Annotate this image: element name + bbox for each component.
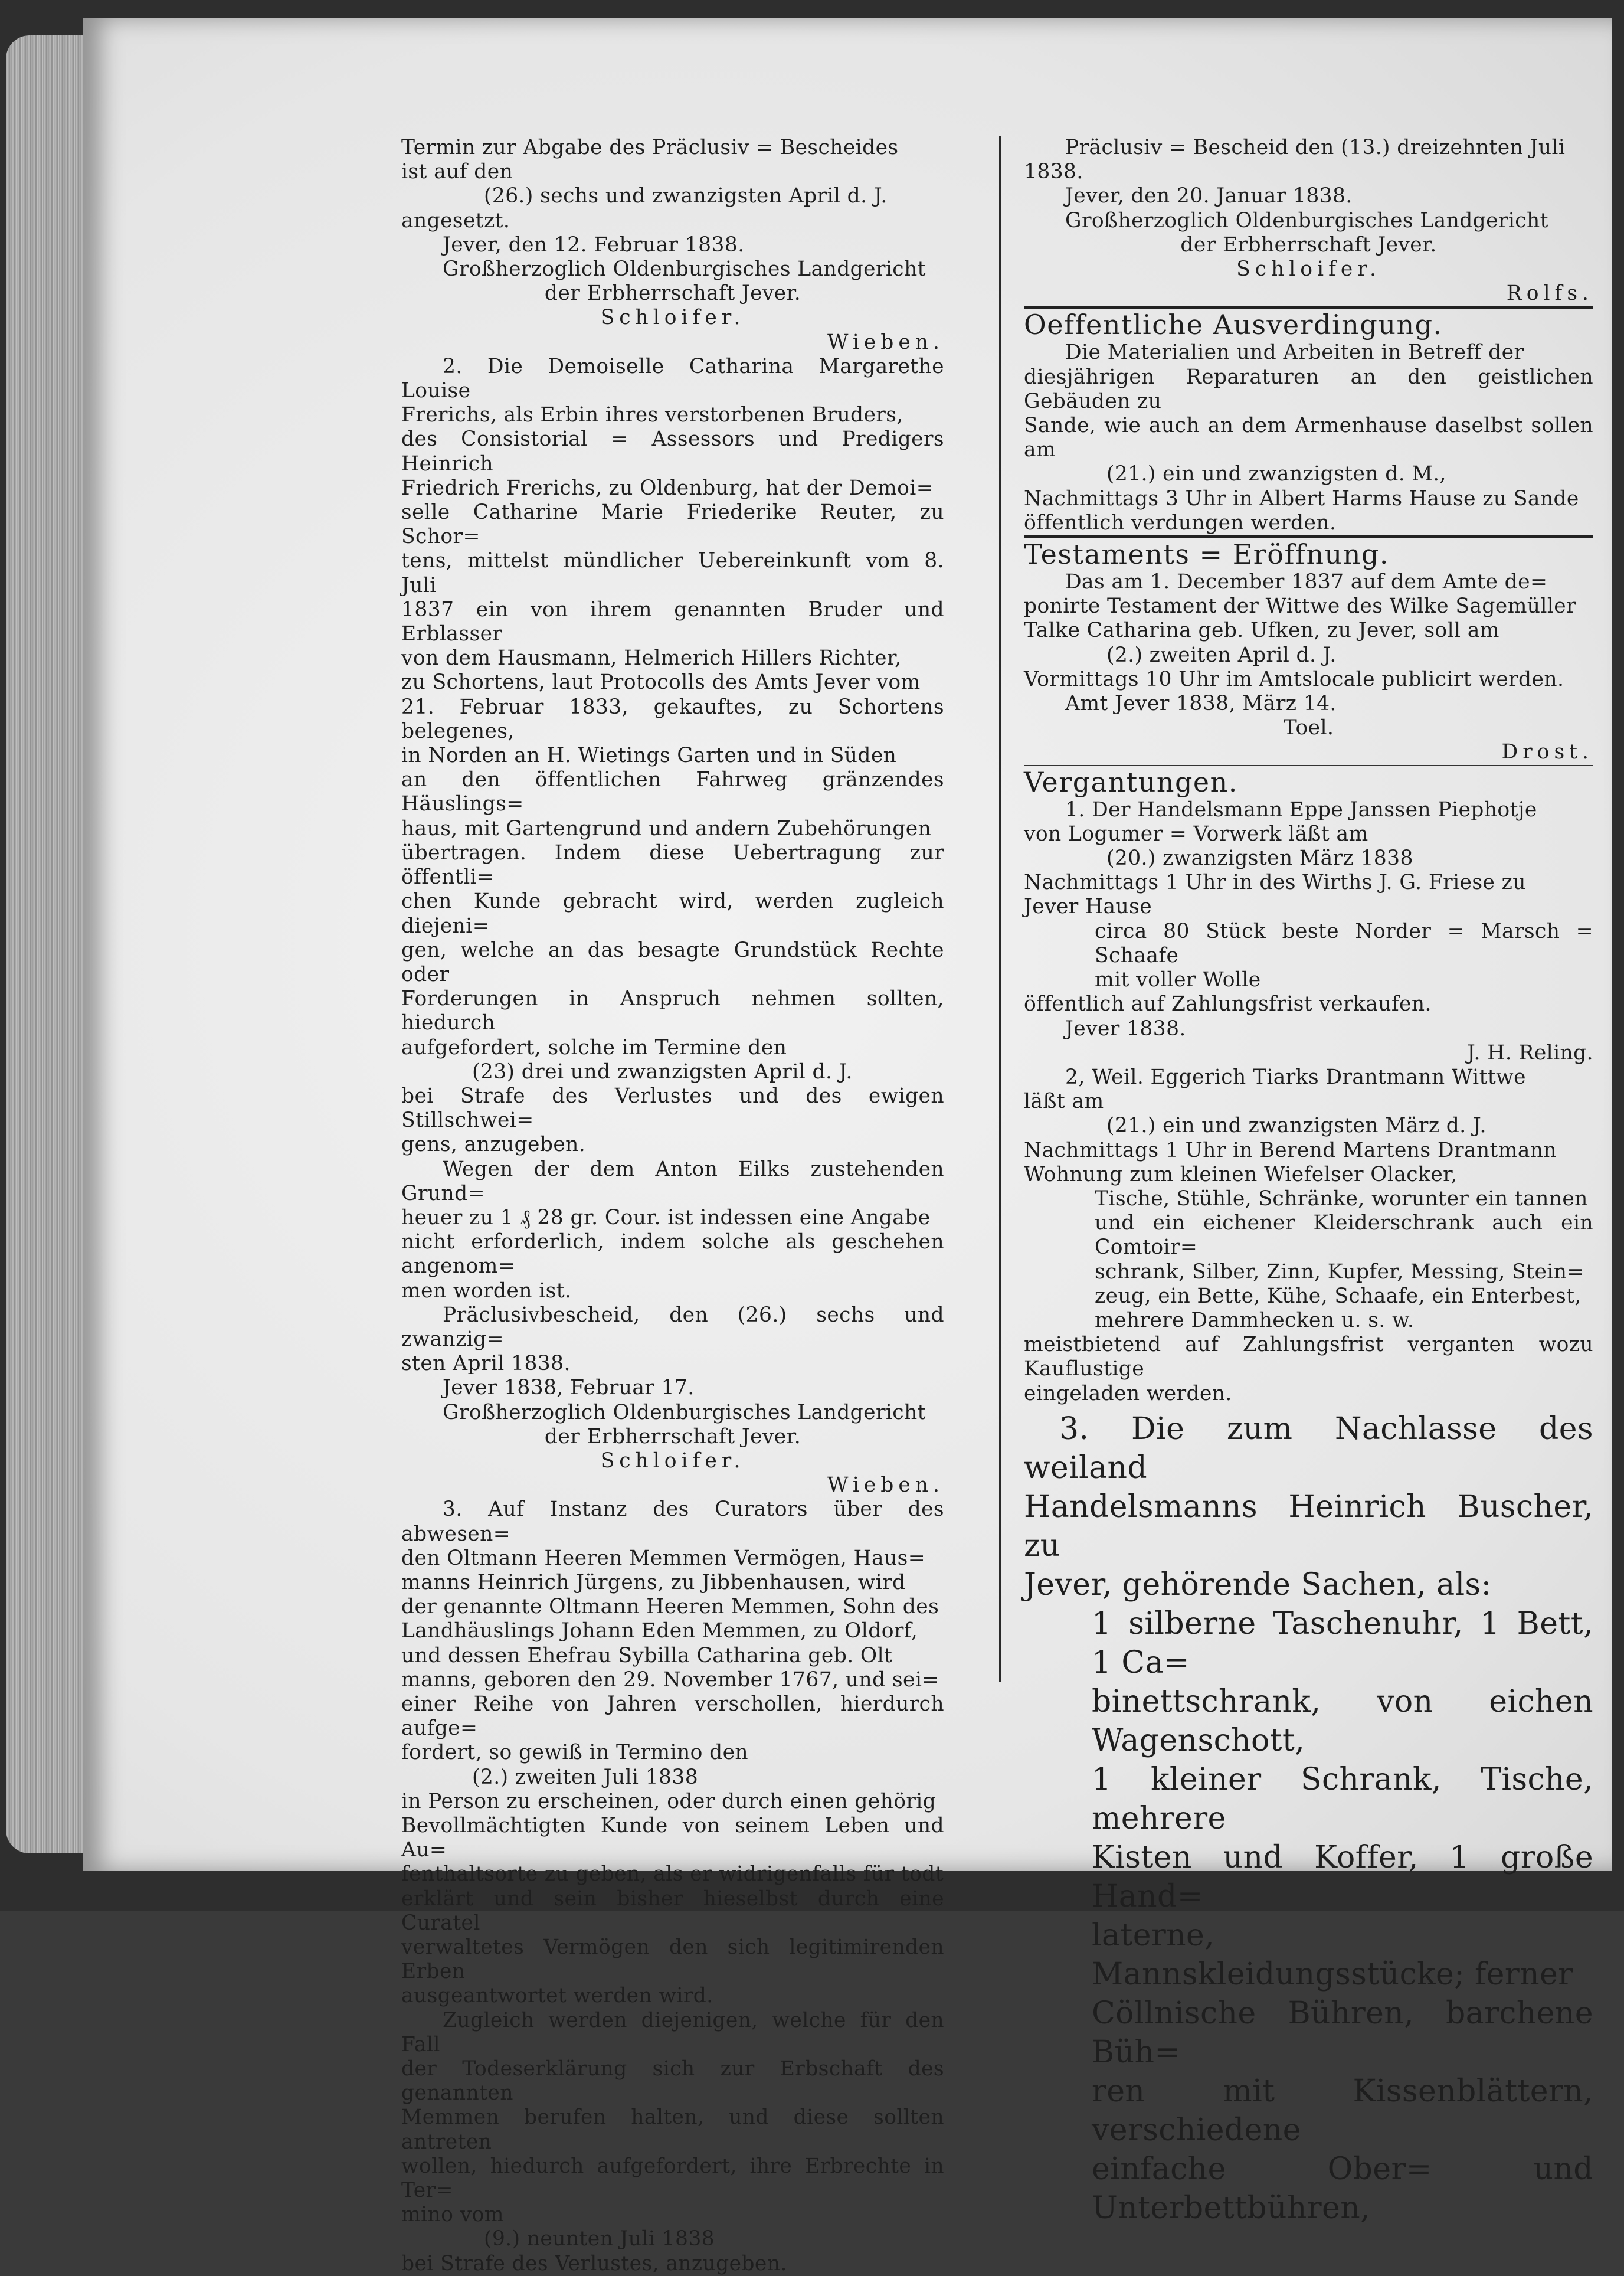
text-line: Präclusiv = Bescheid den (13.) dreizehnten Juli xyxy=(1065,136,1566,159)
right-column xyxy=(1024,136,1593,2228)
text-line: heuer zu 1 ₰ 28 gr. Cour. ist indessen eine Angabe xyxy=(401,1205,931,1229)
text-line: Sande, wie auch an dem Armenhause daselbst sollen am xyxy=(1024,414,1593,462)
text-line: 1837 ein von ihrem genannten Bruder und Erblasser xyxy=(401,597,944,646)
text-line: Wieben. xyxy=(827,330,944,354)
large-text-line: laterne, Mannskleidungsstücke; ferner xyxy=(1092,1917,1573,1992)
text-line: Frerichs, als Erbin ihres verstorbenen Bruders, xyxy=(401,403,903,427)
text-line: Jever, den 20. Januar 1838. xyxy=(1065,184,1353,208)
text-line: in Norden an H. Wietings Garten und in Süden xyxy=(401,744,897,768)
text-line: von Logumer = Vorwerk läßt am xyxy=(1024,822,1368,846)
text-line: Wohnung zum kleinen Wiefelser Olacker, xyxy=(1024,1162,1458,1186)
text-line: Nachmittags 1 Uhr in des Wirths J. G. Friese zu xyxy=(1024,871,1526,895)
text-line: bei Strafe des Verlustes, anzugeben. xyxy=(401,2251,787,2275)
text-line: chen Kunde gebracht wird, werden zugleich diejeni= xyxy=(401,890,944,938)
text-line: an den öffentlichen Fahrweg gränzendes Häuslings= xyxy=(401,768,944,816)
text-line: Landhäuslings Johann Eden Memmen, zu Oldorf, xyxy=(401,1619,918,1643)
text-line: (2.) zweiten April d. J. xyxy=(1106,643,1337,667)
text-line: Jever Hause xyxy=(1024,895,1152,919)
section-heading: Vergantungen. xyxy=(1024,766,1238,798)
left-column xyxy=(401,136,944,2276)
text-line: gens, anzugeben. xyxy=(401,1133,586,1157)
text-line: Großherzoglich Oldenburgisches Landgericht xyxy=(443,1400,926,1424)
text-line: Das am 1. December 1837 auf dem Amte de= xyxy=(1065,570,1548,594)
text-line: 2. Die Demoiselle Catharina Margarethe Louise xyxy=(401,354,944,403)
text-line: fordert, so gewiß in Termino den xyxy=(401,1741,749,1765)
text-line: verwaltetes Vermögen den sich legitimirenden Erben xyxy=(401,1935,944,1984)
text-line: und ein eichener Kleiderschrank auch ein Comtoir= xyxy=(1095,1211,1593,1260)
text-line: (21.) ein und zwanzigsten März d. J. xyxy=(1106,1114,1487,1138)
text-line: Jever 1838, Februar 17. xyxy=(443,1376,695,1400)
text-line: circa 80 Stück beste Norder = Marsch = Schaafe xyxy=(1095,919,1593,967)
text-line: des Consistorial = Assessors und Predigers Heinrich xyxy=(401,427,944,476)
large-text-line: 1 kleiner Schrank, Tische, mehrere xyxy=(1092,1761,1593,1836)
text-line: (20.) zwanzigsten März 1838 xyxy=(1106,846,1413,871)
text-line: diesjährigen Reparaturen an den geistlichen Gebäuden zu xyxy=(1024,365,1593,413)
text-line: Rolfs. xyxy=(1506,282,1593,306)
text-line: 2, Weil. Eggerich Tiarks Drantmann Wittwe xyxy=(1065,1065,1526,1089)
text-line: der Erbherrschaft Jever. xyxy=(1180,233,1437,257)
text-line: bei Strafe des Verlustes und des ewigen Stillschwei= xyxy=(401,1084,944,1133)
text-line: mino vom xyxy=(401,2203,504,2227)
text-line: Wieben. xyxy=(827,1473,944,1497)
column-divider xyxy=(999,136,1001,1682)
large-text-line: Jever, gehörende Sachen, als: xyxy=(1024,1567,1492,1603)
text-line: Schloifer. xyxy=(1236,257,1381,282)
section-heading: Oeffentliche Ausverdingung. xyxy=(1024,309,1443,341)
text-line: Drost. xyxy=(1501,740,1593,764)
text-line: (21.) ein und zwanzigsten d. M., xyxy=(1106,462,1446,486)
text-line: selle Catharine Marie Friederike Reuter, zu Schor= xyxy=(401,501,944,549)
text-line: übertragen. Indem diese Uebertragung zur öffentli= xyxy=(401,841,944,890)
text-line: der Erbherrschaft Jever. xyxy=(544,1424,801,1448)
text-line: läßt am xyxy=(1024,1090,1104,1114)
text-line: mit voller Wolle xyxy=(1095,968,1261,992)
text-line: fenthaltsorte zu geben, als er widrigenfalls für todt xyxy=(401,1862,944,1886)
text-line: Zugleich werden diejenigen, welche für den Fall xyxy=(401,2008,944,2056)
text-line: men worden ist. xyxy=(401,1278,572,1303)
text-line: Nachmittags 3 Uhr in Albert Harms Hause zu Sande xyxy=(1024,486,1579,511)
large-text-line: 1 silberne Taschenuhr, 1 Bett, 1 Ca= xyxy=(1092,1605,1593,1680)
auction-item-3-block xyxy=(1024,1410,1593,2228)
text-line: wollen, hiedurch aufgefordert, ihre Erbrechte in Ter= xyxy=(401,2154,944,2203)
text-line: (2.) zweiten Juli 1838 xyxy=(472,1765,699,1789)
text-line: Großherzoglich Oldenburgisches Landgericht xyxy=(1065,208,1548,233)
large-text-line: einfache Ober= und Unterbettbühren, xyxy=(1092,2151,1593,2226)
text-line: ist auf den xyxy=(401,160,513,184)
text-line: in Person zu erscheinen, oder durch einen gehörig xyxy=(401,1789,937,1813)
text-line: mehrere Dammhecken u. s. w. xyxy=(1095,1308,1415,1332)
large-text-line: 3. Die zum Nachlasse des weiland xyxy=(1024,1411,1593,1486)
text-line: erklärt und sein bisher hieselbst durch eine Curatel xyxy=(401,1886,944,1935)
text-line: Memmen berufen halten, und diese sollten antreten xyxy=(401,2105,944,2154)
text-line: öffentlich auf Zahlungsfrist verkaufen. xyxy=(1024,992,1432,1016)
text-line: 3. Auf Instanz des Curators über des abwesen= xyxy=(401,1497,944,1546)
text-line: ausgeantwortet werden wird. xyxy=(401,1984,713,2008)
large-text-line: binettschrank, von eichen Wagenschott, xyxy=(1092,1683,1593,1758)
text-line: eingeladen werden. xyxy=(1024,1381,1232,1405)
text-line: Termin zur Abgabe des Präclusiv = Bescheides xyxy=(401,136,899,159)
text-line: Talke Catharina geb. Ufken, zu Jever, soll am xyxy=(1024,619,1499,643)
text-line: Wegen der dem Anton Eilks zustehenden Grund= xyxy=(401,1157,944,1205)
text-line: Großherzoglich Oldenburgisches Landgericht xyxy=(443,257,926,282)
text-line: und dessen Ehefrau Sybilla Catharina geb. Olt xyxy=(401,1643,893,1667)
book-page-edges xyxy=(6,35,94,1853)
section-heading: Testaments = Eröffnung. xyxy=(1024,538,1389,571)
text-line: Jever 1838. xyxy=(1065,1016,1186,1041)
text-line: sten April 1838. xyxy=(401,1352,571,1376)
text-line: manns Heinrich Jürgens, zu Jibbenhausen, wird xyxy=(401,1570,906,1594)
text-line: zeug, ein Bette, Kühe, Schaafe, ein Enterbest, xyxy=(1095,1284,1582,1308)
text-line: gen, welche an das besagte Grundstück Rechte oder xyxy=(401,938,944,986)
text-line: 1. Der Handelsmann Eppe Janssen Piephotje xyxy=(1065,797,1537,822)
text-line: öffentlich verdungen werden. xyxy=(1024,511,1337,535)
text-line: schrank, Silber, Zinn, Kupfer, Messing, Stein= xyxy=(1095,1260,1584,1284)
large-text-line: Handelsmanns Heinrich Buscher, zu xyxy=(1024,1489,1593,1564)
text-line: zu Schortens, laut Protocolls des Amts Jever vom xyxy=(401,671,921,695)
text-line: Die Materialien und Arbeiten in Betreff der xyxy=(1065,341,1524,365)
text-line: (26.) sechs und zwanzigsten April d. J. xyxy=(484,184,888,208)
text-line: Schloifer. xyxy=(600,306,745,330)
text-line: Präclusivbescheid, den (26.) sechs und zwanzig= xyxy=(401,1303,944,1351)
text-line: meistbietend auf Zahlungsfrist verganten wozu Kauflustige xyxy=(1024,1333,1593,1381)
text-line: Vormittags 10 Uhr im Amtslocale publicirt werden. xyxy=(1024,667,1564,691)
text-line: 21. Februar 1833, gekauftes, zu Schortens belegenes, xyxy=(401,695,944,743)
text-line: Friedrich Frerichs, zu Oldenburg, hat der Demoi= xyxy=(401,476,934,500)
text-line: (23) drei und zwanzigsten April d. J. xyxy=(472,1059,853,1084)
text-line: ponirte Testament der Wittwe des Wilke Sagemüller xyxy=(1024,594,1577,619)
text-line: Amt Jever 1838, März 14. xyxy=(1065,692,1337,716)
text-line: aufgefordert, solche im Termine den xyxy=(401,1035,787,1059)
text-line: J. H. Reling. xyxy=(1466,1041,1593,1065)
text-line: der Erbherrschaft Jever. xyxy=(544,282,801,306)
text-line: den Oltmann Heeren Memmen Vermögen, Haus= xyxy=(401,1546,926,1570)
text-line: Bevollmächtigten Kunde von seinem Leben und Au= xyxy=(401,1814,944,1862)
text-line: der Todeserklärung sich zur Erbschaft des genannten xyxy=(401,2057,944,2105)
text-line: Toel. xyxy=(1283,716,1334,740)
text-line: haus, mit Gartengrund und andern Zubehörungen xyxy=(401,816,932,841)
text-line: Schloifer. xyxy=(600,1448,745,1473)
text-line: von dem Hausmann, Helmerich Hillers Richter, xyxy=(401,646,902,671)
text-line: Nachmittags 1 Uhr in Berend Martens Drantmann xyxy=(1024,1138,1557,1162)
text-line: Forderungen in Anspruch nehmen sollten, hiedurch xyxy=(401,987,944,1035)
text-line: Jever, den 12. Februar 1838. xyxy=(443,233,745,257)
text-line: angesetzt. xyxy=(401,208,510,233)
text-line: 1838. xyxy=(1024,160,1083,184)
text-line: Tische, Stühle, Schränke, worunter ein tannen xyxy=(1095,1186,1588,1211)
large-text-line: Cöllnische Bühren, barchene Büh= xyxy=(1092,1995,1593,2070)
large-text-line: Kisten und Koffer, 1 große Hand= xyxy=(1092,1839,1593,1914)
text-line: nicht erforderlich, indem solche als geschehen angenom= xyxy=(401,1230,944,1278)
text-line: tens, mittelst mündlicher Uebereinkunft vom 8. Juli xyxy=(401,549,944,597)
text-line: (9.) neunten Juli 1838 xyxy=(484,2227,715,2251)
large-text-line: ren mit Kissenblättern, verschiedene xyxy=(1092,2073,1593,2148)
text-line: manns, geboren den 29. November 1767, und sei= xyxy=(401,1667,939,1692)
text-line: einer Reihe von Jahren verschollen, hierdurch aufge= xyxy=(401,1692,944,1741)
text-line: der genannte Oltmann Heeren Memmen, Sohn des xyxy=(401,1595,939,1619)
